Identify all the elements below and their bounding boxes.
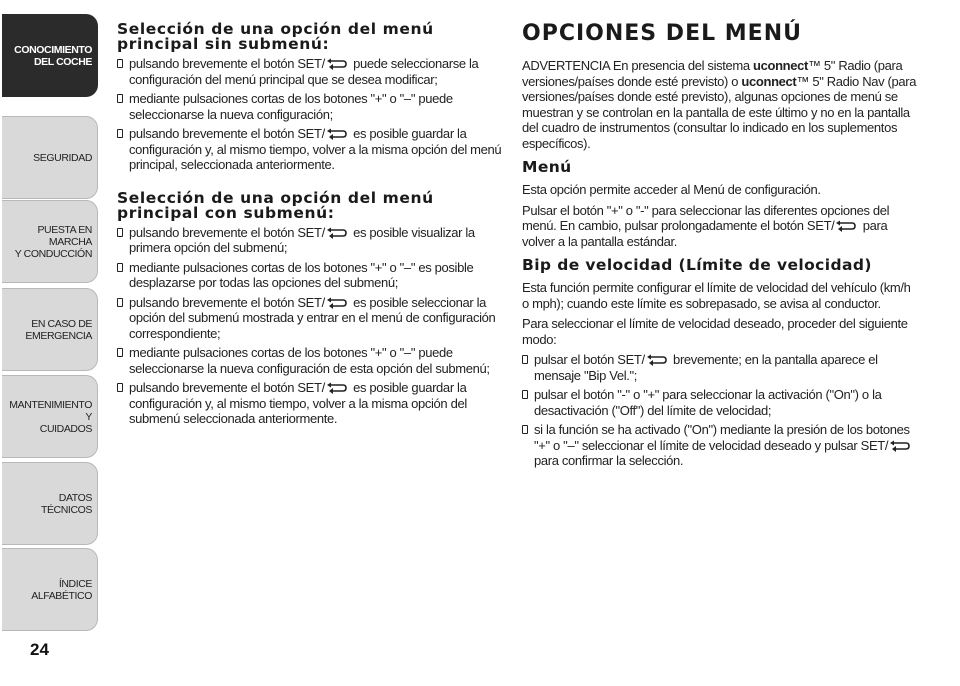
right-column: [522, 22, 917, 481]
enter-icon: [326, 297, 348, 309]
list-item: pulsando brevemente el botón SET/ es posible visualizar la primera opción del submenú;: [117, 225, 502, 256]
enter-icon: [326, 382, 348, 394]
tab-seguridad[interactable]: [2, 116, 98, 199]
tab-label: EN CASO DE EMERGENCIA: [25, 317, 92, 342]
list-item: mediante pulsaciones cortas de los botones "+" o "–" puede seleccionarse la nueva configuración;: [117, 91, 502, 122]
list-item: mediante pulsaciones cortas de los botones "+" o "–" puede seleccionarse la nueva configuración de esta opción del submenú;: [117, 345, 502, 376]
list-item: pulsando brevemente el botón SET/ es posible guardar la configuración y, al mismo tiempo, volver a la misma opción del submenú seleccionada anteriormente.: [117, 380, 502, 427]
bip-paragraph: Esta función permite configurar el límite de velocidad del vehículo (km/h o mph); cuando este límite es sobrepasado, se avisa al conductor.: [522, 280, 911, 311]
bullet-list: [117, 56, 502, 173]
tab-label: MANTENIMIENTO Y CUIDADOS: [9, 398, 92, 435]
list-item: pulsando brevemente el botón SET/ es posible guardar la configuración y, al mismo tiempo, volver a la misma opción del menú principal, seleccionada anteriormente.: [117, 126, 502, 173]
tab-label: DATOS TÉCNICOS: [40, 491, 92, 516]
tab-label: PUESTA EN MARCHA Y CONDUCCIÓN: [14, 223, 92, 260]
tab-puesta-en-marcha[interactable]: [2, 200, 98, 283]
enter-icon: [326, 58, 348, 70]
tab-label: SEGURIDAD: [33, 151, 92, 164]
tab-indice-alfabetico[interactable]: [2, 548, 98, 631]
left-column: [117, 22, 502, 439]
tab-label: CONOCIMIENTO DEL COCHE: [14, 43, 92, 68]
enter-icon: [326, 128, 348, 140]
list-item: pulsando brevemente el botón SET/ puede seleccionarse la configuración del menú principal que se desea modificar;: [117, 56, 502, 87]
enter-icon: [889, 440, 911, 452]
list-item: pulsando brevemente el botón SET/ es posible seleccionar la opción del submenú mostrada y entrar en el menú de configuración correspondiente;: [117, 295, 502, 342]
enter-icon: [835, 220, 857, 232]
brand-uconnect: uconnect: [741, 73, 797, 89]
tab-datos-tecnicos[interactable]: [2, 462, 98, 545]
bip-heading: Bip de velocidad (Límite de velocidad): [522, 256, 872, 274]
heading-line: Selección de una opción del menú: [117, 20, 434, 38]
list-item: si la función se ha activado ("On") mediante la presión de los botones "+" o "–" seleccionar el límite de velocidad deseado y pulsar SET/ para confirmar la selección.: [522, 422, 917, 469]
enter-icon: [326, 227, 348, 239]
page-number: 24: [30, 640, 49, 659]
section-heading-con-submenu: [117, 188, 502, 222]
heading-line: Selección de una opción del menú: [117, 188, 434, 207]
heading-line: principal con submenú:: [117, 203, 335, 222]
bip-paragraph: Para seleccionar el límite de velocidad deseado, proceder del siguiente modo:: [522, 316, 908, 347]
bullet-list: [522, 352, 917, 469]
tab-mantenimiento[interactable]: [2, 375, 98, 458]
heading-line: principal sin submenú:: [117, 35, 330, 53]
list-item: pulsar el botón "-" o "+" para seleccionar la activación ("On") o la desactivación ("Off") del límite de velocidad;: [522, 387, 917, 418]
chapter-sidebar: [0, 0, 100, 686]
enter-icon: [646, 354, 668, 366]
tab-en-caso-de-emergencia[interactable]: [2, 288, 98, 371]
tab-conocimiento-del-coche[interactable]: [2, 14, 98, 97]
list-item: pulsar el botón SET/ brevemente; en la pantalla aparece el mensaje "Bip Vel.";: [522, 352, 917, 383]
section-heading-sin-submenu: [117, 22, 502, 52]
tab-label: ÍNDICE ALFABÉTICO: [31, 577, 92, 602]
warning-paragraph: ADVERTENCIA En presencia del sistema uconnect™ 5" Radio (para versiones/países donde esté previsto) o uconnect™ 5" Radio Nav (para versiones/países donde esté previsto), algunas opciones de menú se muestran y se controlan en la pantalla de este último y no en la pantalla del cuadro de instrumentos (consultar lo indicado en los suplementos específicos).: [522, 58, 917, 151]
page-title: OPCIONES DEL MENÚ: [522, 21, 802, 46]
menu-paragraph: Pulsar el botón "+" o "-" para seleccionar las diferentes opciones del menú. En cambio, pulsar prolongadamente el botón SET/ para volver a la pantalla estándar.: [522, 202, 890, 249]
menu-paragraph: Esta opción permite acceder al Menú de configuración.: [522, 182, 821, 197]
list-item: mediante pulsaciones cortas de los botones "+" o "–" es posible desplazarse por todas las opciones del submenú;: [117, 260, 502, 291]
brand-uconnect: uconnect: [753, 58, 809, 73]
menu-heading: Menú: [522, 158, 572, 176]
bullet-list: [117, 225, 502, 427]
